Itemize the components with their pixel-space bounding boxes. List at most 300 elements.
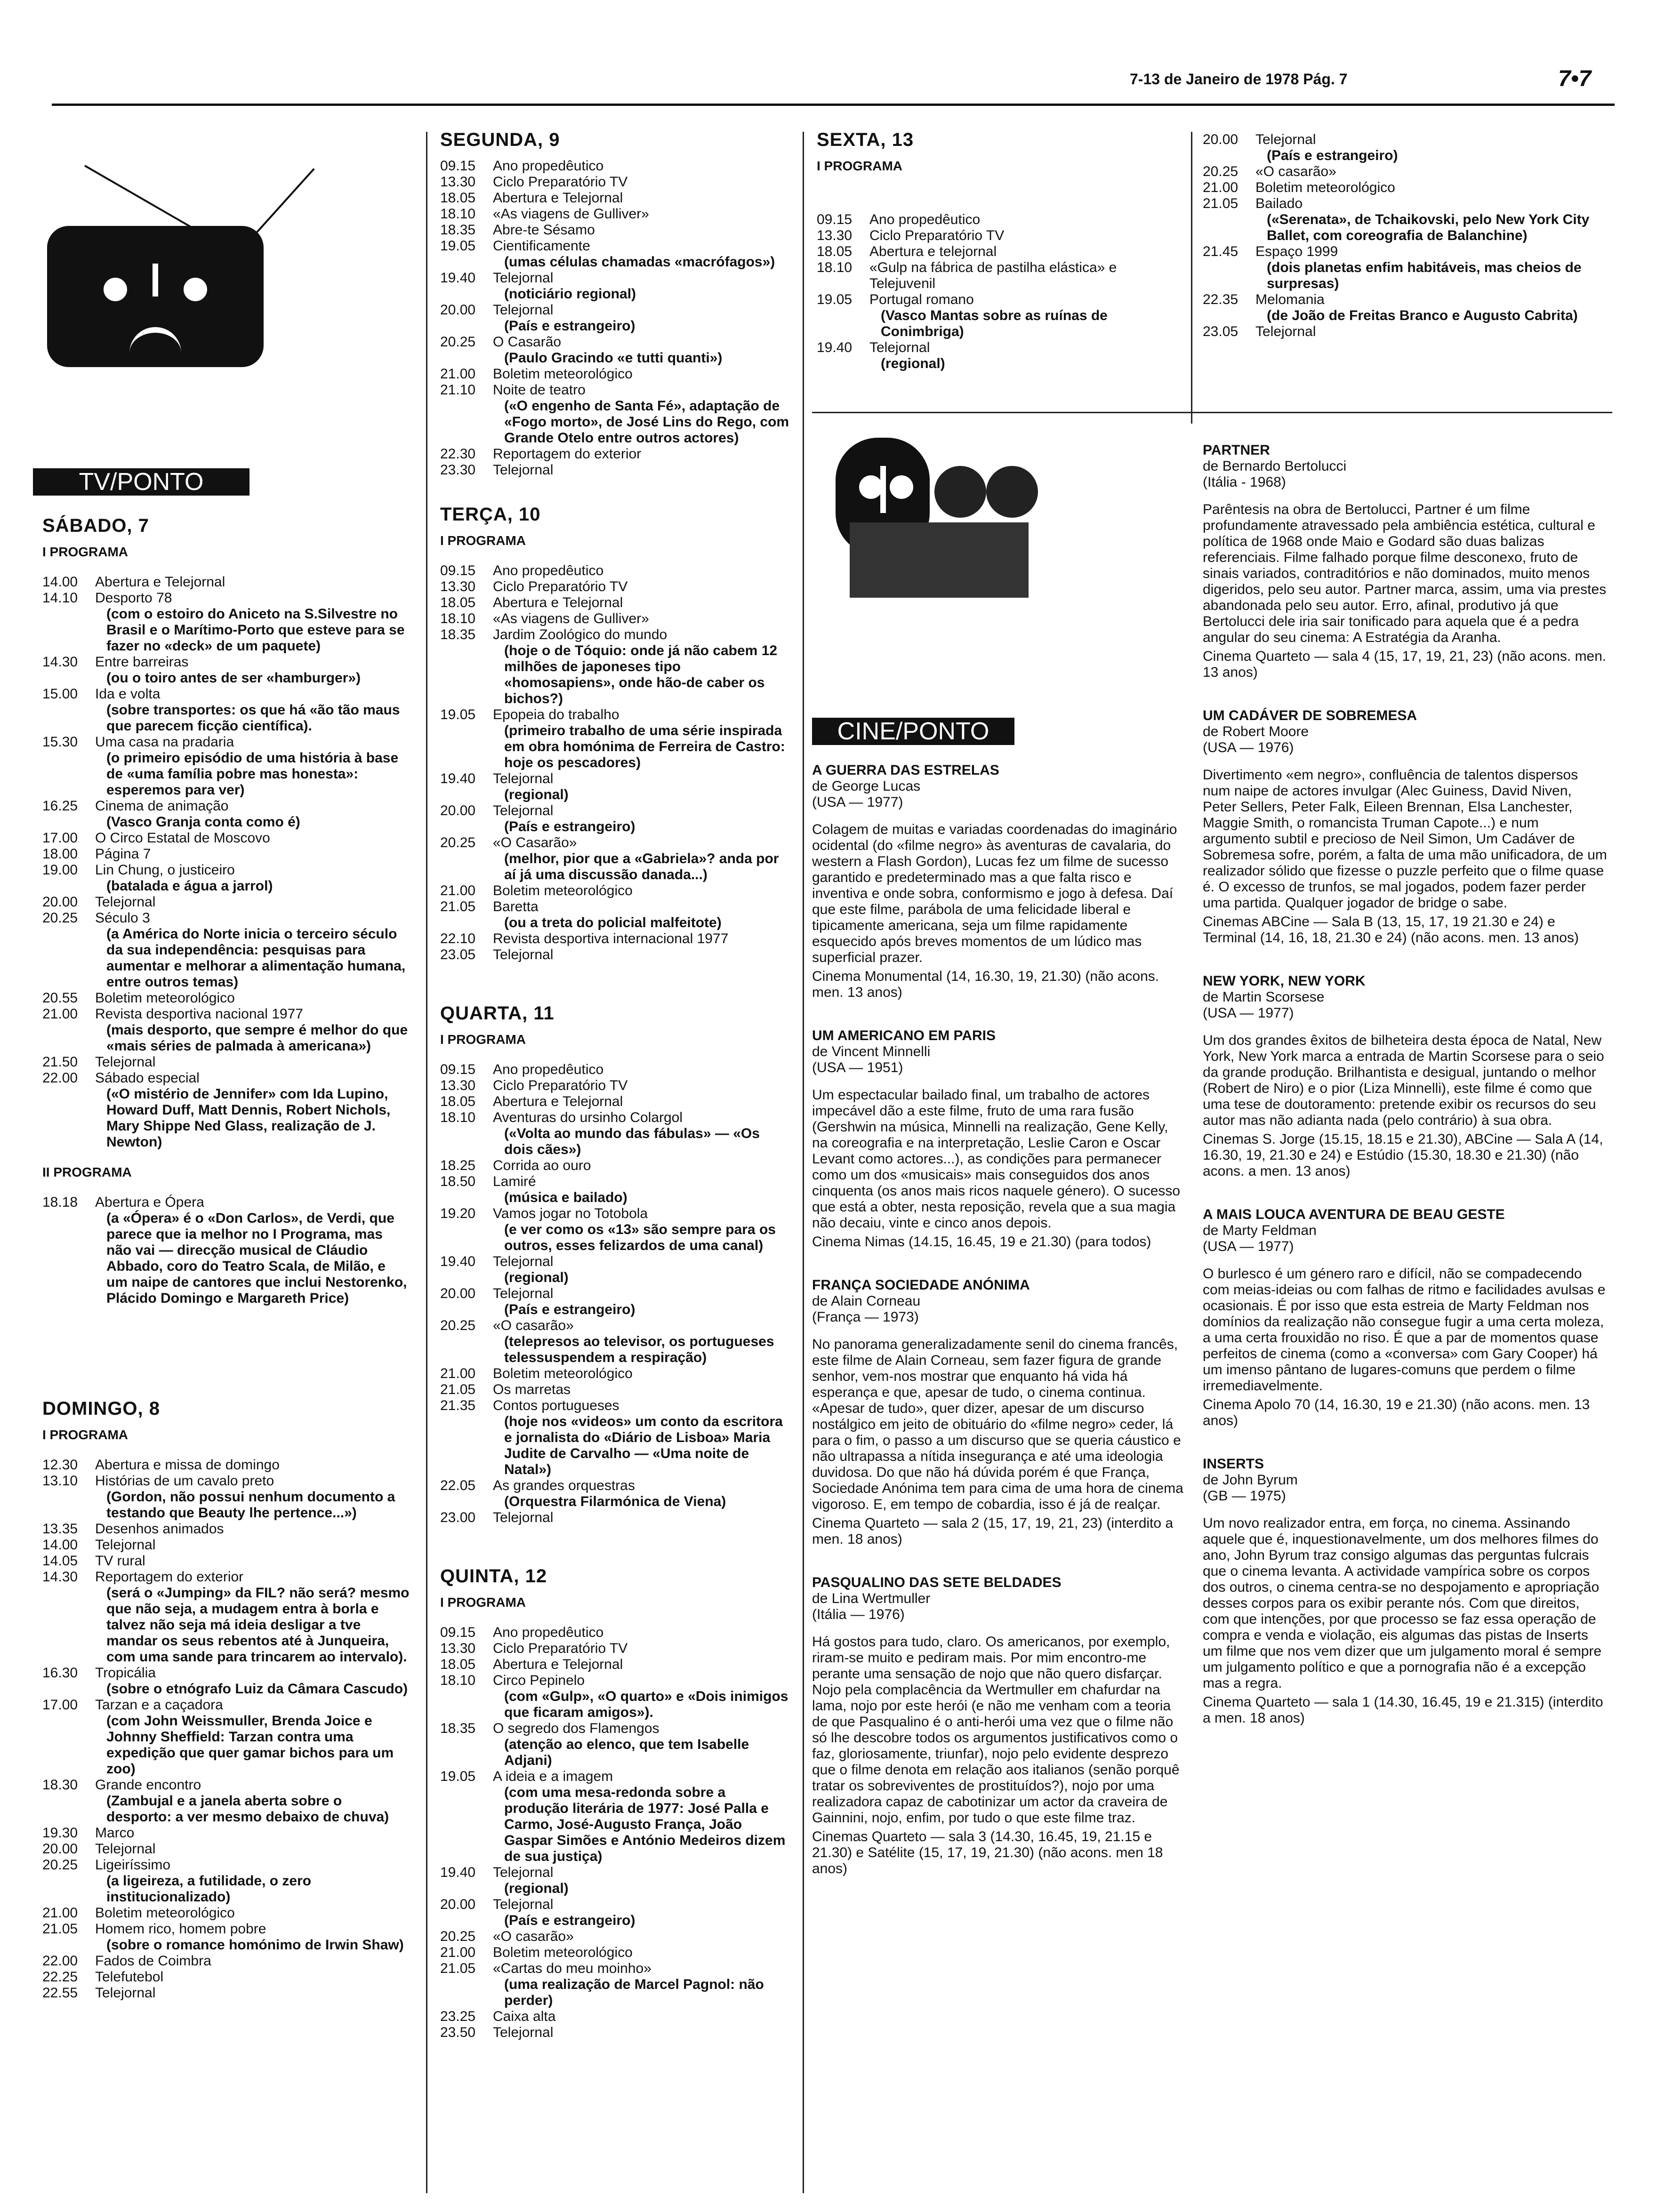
entry-body [493,1062,791,1078]
entry-body [493,563,791,579]
entry-body [493,1929,791,1945]
entry-title: Telejornal [493,1897,554,1912]
entry-body [493,899,791,931]
day-heading: DOMINGO, 8 [42,1398,161,1419]
schedule-entry [440,2025,791,2041]
review-list [812,762,1184,1877]
entry-time: 22.10 [440,931,476,946]
entry-body [493,1865,791,1897]
entry-title: Telejornal [95,1537,156,1553]
entry-body [1255,324,1608,340]
entry-note: (uma realização de Marcel Pagnol: não perder) [504,1977,764,2008]
entry-note: (ou a treta do policial malfeitote) [504,915,722,930]
entry-body [493,1366,791,1382]
entry-time: 18.05 [440,595,476,610]
entry-time: 20.00 [1203,132,1239,147]
movie-review [812,1028,1184,1250]
schedule-entry [440,446,791,462]
entry-body [869,244,1179,260]
entry-body [493,382,791,446]
entry-time: 18.10 [440,1673,476,1688]
entry-body [493,1673,791,1721]
entry-title: Ciclo Preparatório TV [493,174,628,190]
nose-icon [880,466,886,513]
schedule-entry [440,883,791,899]
entry-body [493,803,791,835]
entry-body [95,1857,410,1905]
entry-time: 13.30 [440,174,476,190]
entry-note: (a ligeireza, a futilidade, o zero institucionalizado) [106,1873,312,1905]
camera-body-icon [850,522,1029,598]
entry-body [95,1921,410,1953]
entry-body [493,1641,791,1657]
screening-info: Cinema Quarteto — sala 2 (15, 17, 19, 21, 23) (interdito a men. 18 anos) [812,1515,1174,1547]
schedule-entry [42,1777,410,1825]
schedule-entry [440,222,791,238]
cine-logo [812,438,1184,762]
schedule-entry [42,654,410,686]
schedule-entry [440,611,791,627]
entry-title: Telejornal [1255,132,1316,147]
entry-body [493,1110,791,1158]
entry-body [95,1969,410,1985]
cine-ponto-label: CINE/PONTO [812,718,1014,745]
review-text: Há gostos para tudo, claro. Os americanos, por exemplo, riram-se muito e pediram mais. Por mim encontro-me perante uma sensação de nojo que não quero disfarçar. Nojo pela complacência da Wertmuller em chafurdar na lama, nojo por este herói (e não me venham com a teoria de que Pasqualino é o anti-herói uma vez que o filme não só lhe descobre todos os argumentos justificativos como o faz, gloriosamente, triunfar), nojo pelo evidente desprezo que o filme denota em relação aos italianos (senão porquê tratar os sobreviventes de prostituídos?), nojo por uma realizadora capaz de cabotinizar um actor da craveira de Gainnini, nojo, enfim, por tudo o que este filme traz. [812,1634,1180,1826]
movie-origin: (USA — 1977) [1203,1239,1294,1254]
schedule-entry [42,1553,410,1569]
entry-title: Telejornal [493,462,554,478]
entry-body [95,1521,410,1537]
schedule-entry [817,212,1179,228]
entry-title: Abertura e Telejornal [493,190,623,206]
review-text: O burlesco é um género raro e difícil, não se compadecendo com meias-ideias ou com falhas de ritmo e facilidades avulsas e ocasionais. É por isso que esta estreia de Marty Feldman nos domínios da realização não consegue fugir a uma certa moleza, a uma certa frouxidão no riso. É que a par de momentos quase perfeitos de cinema (como a «conversa» com Gary Cooper) há um imenso pântano de lugares-comuns que perdem o filme irremediavelmente. [1203,1266,1606,1394]
nose-icon [153,264,158,297]
tv-column-1 [42,132,410,2001]
entry-body [1255,164,1608,180]
entry-body [95,1777,410,1825]
entry-title: Aventuras do ursinho Colargol [493,1110,683,1125]
entry-time: 20.00 [440,302,476,318]
schedule-entry [42,1473,410,1521]
entry-body [95,798,410,830]
entry-title: Ano propedêutico [493,1062,604,1077]
entry-time: 17.00 [42,1697,78,1713]
entry-note: (País e estrangeiro) [504,1913,635,1928]
entry-title: «O casarão» [493,1318,574,1333]
entry-title: «As viagens de Gulliver» [493,206,649,222]
schedule-entry [1203,244,1608,292]
schedule-entry [440,462,791,478]
entry-body [493,1094,791,1110]
entry-time: 23.50 [440,2025,476,2040]
entry-note: («O mistério de Jennifer» com Ida Lupino, Howard Duff, Matt Dennis, Robert Nichols, Mary Shippe Ned Glass, realização de J. Newton) [106,1086,391,1150]
entry-note: (sobre o romance homónimo de Irwin Shaw) [106,1937,404,1953]
entry-note: (Paulo Gracindo «e tutti quanti») [504,350,723,366]
entry-note: (dois planetas enfim habitáveis, mas cheios de surpresas) [1267,260,1582,291]
movie-review [1203,973,1608,1179]
schedule-entry [42,734,410,798]
entry-note: (País e estrangeiro) [504,819,635,834]
entry-note: (Gordon, não possui nenhum documento a testando que Beauty lhe pertence...») [106,1489,395,1521]
screening-info: Cinema Apolo 70 (14, 16.30, 19 e 21.30) (não acons. men. 13 anos) [1203,1397,1590,1428]
movie-director: de Alain Corneau [812,1293,921,1309]
schedule-entry [817,244,1179,260]
entry-time: 12.30 [42,1457,78,1473]
schedule-entry [440,1382,791,1398]
entry-body [95,1841,410,1857]
entry-time: 18.05 [440,190,476,206]
movie-director: de Vincent Minnelli [812,1044,931,1059]
entry-body [493,158,791,174]
schedule-entry [440,1478,791,1510]
cine-logo-art [831,438,1033,593]
entry-title: Abre-te Sésamo [493,222,595,238]
entry-note: (música e bailado) [504,1190,627,1205]
schedule-entry [440,1897,791,1929]
entry-time: 23.30 [440,462,476,478]
entry-title: Jardim Zoológico do mundo [493,627,668,642]
review-text: Um espectacular bailado final, um trabalho de actores impecável dão a este filme, fruto de uma rara fusão (Gershwin na música, Minnelli na realização, Gene Kelly, na coreografia e na interpretação, Leslie Caron e Oscar Levant como actores...), as condições para permanecer como um dos «musicais» mais conseguidos dos anos cinquenta (os anos mais ricos naquele género). O sucesso que está a obter, nesta reposição, revela que a sua magia não decaiu, vinte e cinco anos depois. [812,1087,1181,1231]
entry-body [95,1006,410,1054]
entry-body [493,1478,791,1510]
right-eye-icon [890,475,913,499]
review-list [1203,442,1608,1726]
entry-time: 19.05 [817,292,853,307]
entry-time: 20.55 [42,990,78,1006]
left-eye-icon [104,278,127,301]
entry-body [493,947,791,963]
schedule-entry [42,1969,410,1985]
entry-body [493,931,791,947]
entry-body [95,1473,410,1521]
entry-time: 18.30 [42,1777,78,1793]
entry-title: Circo Pepinelo [493,1673,585,1688]
schedule-entry [1203,292,1608,324]
entry-title: Telejornal [493,270,554,286]
entry-title: Boletim meteorológico [493,883,633,898]
schedule-entry [440,947,791,963]
entry-time: 19.00 [42,862,78,878]
entry-time: 14.10 [42,590,78,606]
entry-body [95,1985,410,2001]
schedule-entry [440,1641,791,1657]
entry-time: 20.25 [42,910,78,926]
entry-body [493,1254,791,1286]
entry-time: 13.30 [440,579,476,594]
schedule-entry [42,1537,410,1553]
entry-time: 20.25 [440,1318,476,1333]
entry-body [869,340,1179,372]
entry-time: 18.35 [440,627,476,642]
schedule-entry [440,302,791,334]
entry-title: A ideia e a imagem [493,1769,613,1784]
schedule-entry [440,1865,791,1897]
schedule-entry [42,1841,410,1857]
entry-title: Reportagem do exterior [493,446,642,462]
entry-body [493,1657,791,1673]
schedule-entry [42,1697,410,1777]
entry-note: (hoje o de Tóquio: onde já não cabem 12 milhões de japoneses tipo «homosapiens», onde hão-de caber os bichos?) [504,643,778,706]
entry-title: Marco [95,1825,135,1841]
right-eye-icon [184,278,207,301]
entry-title: Revista desportiva internacional 1977 [493,931,729,946]
movie-title: PARTNER [1203,442,1270,458]
entry-title: Desenhos animados [95,1521,224,1537]
movie-origin: (GB — 1975) [1203,1488,1286,1504]
schedule-entry [440,1945,791,1961]
entry-time: 19.05 [440,1769,476,1784]
entry-title: Telejornal [493,1254,554,1269]
movie-title: PASQUALINO DAS SETE BELDADES [812,1575,1062,1590]
entry-time: 20.00 [440,803,476,818]
entry-title: Abertura e Telejornal [493,595,623,610]
entry-body [493,1961,791,2009]
entry-body [493,366,791,382]
entry-body [869,212,1179,228]
entry-title: Cinema de animação [95,798,229,814]
entry-title: Ciclo Preparatório TV [493,1641,628,1656]
entry-title: Telejornal [493,1286,554,1301]
schedule-entry [42,1569,410,1665]
entry-body [493,579,791,595]
entry-title: Telejornal [493,947,554,962]
entry-note: (regional) [504,1881,569,1896]
schedule-entry [440,366,791,382]
schedule-entry [440,1625,791,1641]
schedule-entry [817,292,1179,340]
entry-body [493,1721,791,1769]
entry-note: (País e estrangeiro) [504,1302,635,1317]
schedule-entry [42,1006,410,1054]
movie-review [812,1277,1184,1547]
entry-body [493,446,791,462]
entry-title: Telejornal [1255,324,1316,339]
column-rule-3 [1191,132,1192,424]
entry-body [493,771,791,803]
entry-body [95,1054,410,1070]
entry-time: 20.00 [440,1286,476,1301]
entry-time: 21.00 [440,1945,476,1960]
entry-body [1255,132,1608,164]
entry-body [493,2025,791,2041]
program-label: I PROGRAMA [440,1595,526,1610]
entry-time: 21.00 [440,366,476,382]
schedule-entry [42,1825,410,1841]
entry-time: 09.15 [440,1625,476,1640]
schedule-entry [440,1769,791,1865]
schedule-entry [440,158,791,174]
entry-body [95,1553,410,1569]
schedule-entry [440,1078,791,1094]
entry-time: 14.00 [42,1537,78,1553]
entry-title: Fados de Coimbra [95,1953,211,1969]
entry-title: Epopeia do trabalho [493,707,619,722]
entry-title: Contos portugueses [493,1398,619,1413]
entry-time: 21.05 [42,1921,78,1937]
entry-time: 09.15 [440,563,476,578]
entry-title: Noite de teatro [493,382,586,398]
entry-body [869,260,1179,292]
entry-body [493,270,791,302]
entry-time: 17.00 [42,830,78,846]
entry-note: (batalada e água a jarrol) [106,878,273,894]
entry-body [493,462,791,478]
movie-review [1203,442,1608,681]
entry-title: Histórias de um cavalo preto [95,1473,274,1489]
entry-body [95,1070,410,1150]
entry-body [95,1825,410,1841]
schedule-entry [42,1054,410,1070]
entry-time: 13.35 [42,1521,78,1537]
entry-note: (regional) [504,787,569,802]
entry-note: (Zambujal e a janela aberta sobre o desporto: a ver mesmo debaixo de chuva) [106,1793,389,1825]
entry-time: 21.45 [1203,244,1239,259]
entry-body [95,574,410,590]
movie-origin: (USA — 1977) [1203,1005,1294,1021]
entry-time: 22.25 [42,1969,78,1985]
entry-time: 09.15 [817,212,853,227]
entry-note: («Serenata», de Tchaikovski, pelo New York City Ballet, com coreografia de Balanchine) [1267,212,1590,243]
entry-note: (com o estoiro do Aniceto na S.Silvestre no Brasil e o Marítimo-Porto que esteve para se fazer no «deck» de um paquete) [106,606,405,654]
entry-body [493,190,791,206]
entry-body [493,1769,791,1865]
entry-time: 16.30 [42,1665,78,1681]
entry-title: Ida e volta [95,686,161,702]
entry-body [95,686,410,734]
entry-body [1255,292,1608,324]
entry-time: 21.35 [440,1398,476,1413]
entry-body [95,990,410,1006]
entry-title: Ano propedêutico [493,1625,604,1640]
entry-body [95,1569,410,1665]
entry-title: Século 3 [95,910,150,926]
entry-title: Boletim meteorológico [1255,180,1395,195]
schedule-entry [440,1929,791,1945]
entry-note: (será o «Jumping» da FIL? não será? mesmo que não seja, a mudagem entra à borla e talvez não seja má ideia desligar a tve mandar os seus rebentos até à Junqueira, com uma sande para trincarem ao intervalo). [106,1585,410,1665]
day-heading: QUINTA, 12 [440,1566,547,1587]
entry-note: («O engenho de Santa Fé», adaptação de «Fogo morto», de José Lins do Rego, com Grande Otelo entre outros actores) [504,398,789,446]
entry-time: 21.00 [42,1905,78,1921]
entry-time: 14.00 [42,574,78,590]
entry-title: As grandes orquestras [493,1478,635,1493]
schedule-entry [440,1510,791,1526]
entry-body [95,590,410,654]
movie-director: de Robert Moore [1203,724,1309,739]
entry-title: «O casarão» [493,1929,574,1944]
tv-column-4 [1203,132,1608,340]
cinema-column-1 [812,438,1184,1904]
review-text: Colagem de muitas e variadas coordenadas do imaginário ocidental (do «filme negro» às aventuras de cavalaria, do western a Flash Gordon), Lucas fez um filme de sucesso garantido e predeterminado mas a que falta risco e inventiva e onde sobra, conformismo e jogo à defesa. Daí que este filme, parábola de uma felicidade liberal e tipicamente americana, seja um filme rapidamente esquecido após breves momentos de um lúdico mas superficial prazer. [812,822,1177,965]
schedule-entry [440,931,791,947]
entry-body [493,1286,791,1318]
screening-info: Cinema Nimas (14.15, 16.45, 19 e 21.30) (para todos) [812,1234,1151,1250]
entry-title: Bailado [1255,196,1303,211]
entry-body [493,238,791,270]
schedule-entry [42,1194,410,1306]
schedule-entry [42,846,410,862]
entry-body [95,862,410,894]
entry-title: Homem rico, homem pobre [95,1921,266,1937]
entry-title: Grande encontro [95,1777,201,1793]
entry-title: Ciclo Preparatório TV [493,579,628,594]
entry-title: «As viagens de Gulliver» [493,611,649,626]
entry-title: Baretta [493,899,539,914]
movie-title: UM CADÁVER DE SOBREMESA [1203,708,1417,723]
entry-time: 15.30 [42,734,78,750]
entry-note: (primeiro trabalho de uma série inspirada em obra homónima de Ferreira de Castro: hoje os pescadores) [504,723,785,770]
entry-title: Cientificamente [493,238,590,254]
entry-title: O Casarão [493,334,562,350]
entry-title: Uma casa na pradaria [95,734,234,750]
movie-origin: (USA — 1951) [812,1060,903,1075]
schedule-entry [42,590,410,654]
day-heading: SÁBADO, 7 [42,515,149,536]
movie-director: de Marty Feldman [1203,1223,1317,1238]
entry-title: Ano propedêutico [493,563,604,578]
entry-body [95,1665,410,1697]
entry-body [493,883,791,899]
entry-body [493,174,791,190]
entry-title: Caixa alta [493,2009,556,2024]
entry-title: Boletim meteorológico [493,1366,633,1381]
program-label: I PROGRAMA [817,159,902,173]
schedule-entry [440,1318,791,1366]
schedule-entry [440,771,791,803]
entry-title: Ciclo Preparatório TV [869,228,1005,243]
left-eye-icon [859,475,883,499]
schedule-entry [440,803,791,835]
entry-title: Telejornal [493,803,554,818]
entry-title: Entre barreiras [95,654,189,670]
entry-time: 19.40 [817,340,853,355]
entry-body [95,734,410,798]
schedule-entry [440,238,791,270]
entry-time: 20.00 [440,1897,476,1912]
schedule-entry [1203,180,1608,196]
entry-body [95,1905,410,1921]
schedule-entry [817,228,1179,244]
entry-time: 21.10 [440,382,476,398]
entry-time: 18.10 [440,611,476,626]
entry-body [493,1398,791,1478]
section-rule [812,412,1612,413]
review-text: Um dos grandes êxitos de bilheteira desta época de Natal, New York, New York marca a entrada de Martin Scorsese para o seio da grande produção. Brilhantista e desigual, juntando o melhor (Robert de Niro) e o pior (Liza Minnelli), este filme é como que uma tese de doutoramento: pretende exibir os recursos do seu autor mas não adianta nada (pelo contrário) à sua obra. [1203,1033,1604,1128]
entry-note: (melhor, pior que a «Gabriela»? anda por aí já uma discussão danada...) [504,851,779,882]
entry-body [493,1158,791,1174]
schedule-list [817,212,1179,372]
entry-time: 20.00 [42,1841,78,1857]
schedule-list [42,1457,410,2001]
entry-time: 20.00 [42,894,78,910]
entry-time: 19.40 [440,270,476,286]
entry-title: Telejornal [869,340,930,355]
entry-title: «Gulp na fábrica de pastilha elástica» e Telejuvenil [869,260,1117,291]
schedule-entry [440,1206,791,1254]
schedule-entry [440,1110,791,1158]
entry-title: Ano propedêutico [869,212,981,227]
entry-time: 18.35 [440,222,476,238]
entry-note: (Vasco Mantas sobre as ruínas de Conimbriga) [881,308,1108,339]
entry-title: «O casarão» [1255,164,1336,179]
schedule-entry [1203,164,1608,180]
entry-body [493,302,791,334]
entry-time: 18.05 [817,244,853,259]
screening-info: Cinemas S. Jorge (15.15, 18.15 e 21.30), ABCine — Sala A (14, 16.30, 19, 21.30 e 24) e Estúdio (15.30, 18.30 e 21.30) (não acons. a men. 13 anos) [1203,1131,1603,1179]
entry-note: (Orquestra Filarmónica de Viena) [504,1494,726,1509]
schedule-list [440,158,791,478]
entry-title: «O Casarão» [493,835,577,850]
schedule-entry [1203,324,1608,340]
